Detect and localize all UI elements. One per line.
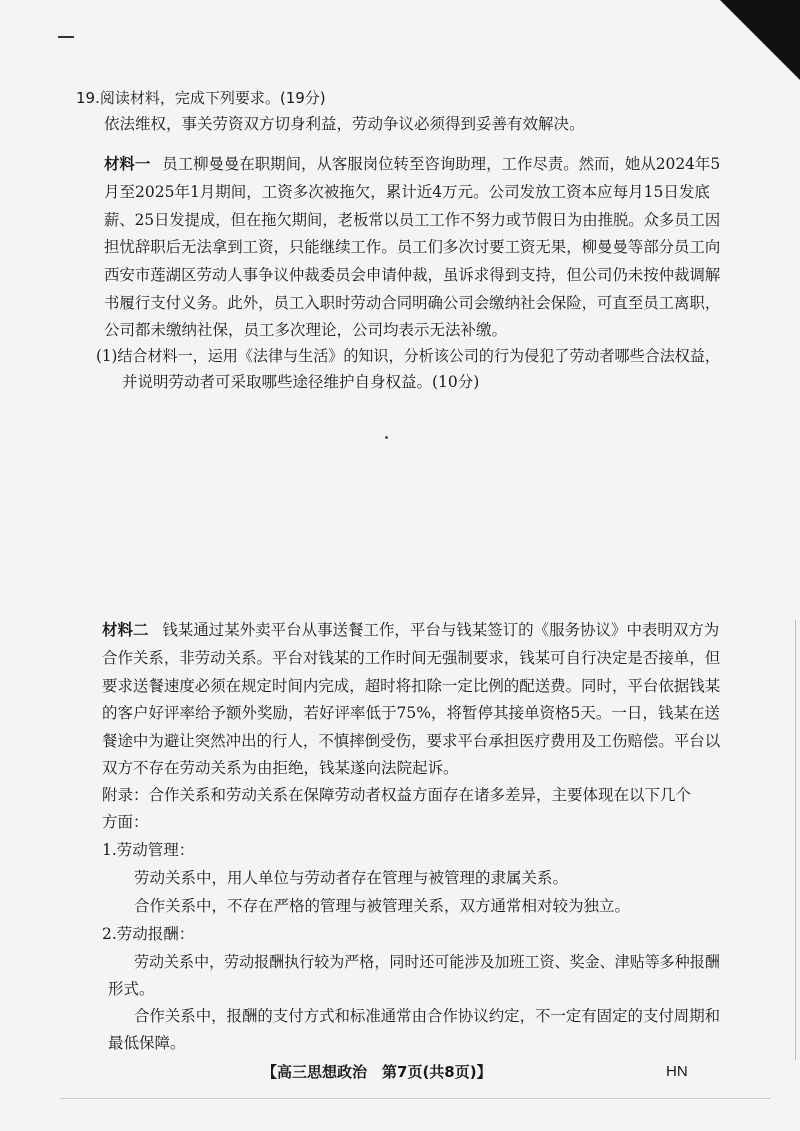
subquestion1-line-1: (1)结合材料一，运用《法律与生活》的知识，分析该公司的行为侵犯了劳动者哪些合法权益， xyxy=(96,347,720,365)
question-title: 19.阅读材料，完成下列要求。(19分) xyxy=(76,89,326,107)
scan-bottom-line xyxy=(60,1098,770,1099)
material2-line-1 xyxy=(102,620,719,640)
subquestion1-line-2: 并说明劳动者可采取哪些途径维护自身权益。(10分) xyxy=(122,373,480,391)
material1-label: 材料一 xyxy=(104,155,151,173)
appendix-item2-line-4: 最低保障。 xyxy=(108,1034,186,1052)
material1-text: 员工柳曼曼在职期间，从客服岗位转至咨询助理，工作尽责。然而，她从2024年5 xyxy=(162,155,721,173)
scan-mark xyxy=(58,36,74,38)
material2-line-5: 餐途中为避让突然冲出的行人，不慎摔倒受伤，要求平台承担医疗费用及工伤赔偿。平台以 xyxy=(102,732,721,750)
scan-edge-line xyxy=(795,620,796,1060)
material1-line-7: 公司都未缴纳社保，员工多次理论，公司均表示无法补缴。 xyxy=(104,321,508,339)
material2-text: 钱某通过某外卖平台从事送餐工作，平台与钱某签订的《服务协议》中表明双方为 xyxy=(162,621,720,639)
appendix-line-2: 方面： xyxy=(102,813,149,831)
material1-line-3: 薪、25日发提成，但在拖欠期间，老板常以员工工作不努力或节假日为由推脱。众多员工因 xyxy=(104,211,721,229)
appendix-item2-line-1: 劳动关系中，劳动报酬执行较为严格，同时还可能涉及加班工资、奖金、津贴等多种报酬 xyxy=(134,953,720,971)
material2-line-6: 双方不存在劳动关系为由拒绝，钱某遂向法院起诉。 xyxy=(102,759,459,777)
scan-corner-shadow xyxy=(720,0,800,80)
material2-line-4: 的客户好评率给予额外奖励，若好评率低于75%，将暂停其接单资格5天。一日，钱某在送 xyxy=(102,704,720,722)
appendix-item2-line-3: 合作关系中，报酬的支付方式和标准通常由合作协议约定，不一定有固定的支付周期和 xyxy=(134,1007,721,1025)
appendix-item1-line-2: 合作关系中，不存在严格的管理与被管理关系，双方通常相对较为独立。 xyxy=(134,897,631,915)
material2-line-3: 要求送餐速度必须在规定时间内完成，超时将扣除一定比例的配送费。同时，平台依据钱某 xyxy=(102,677,721,695)
material1-line-1 xyxy=(104,154,720,174)
appendix-item1-title: 1.劳动管理： xyxy=(102,841,195,859)
appendix-item2-title: 2.劳动报酬： xyxy=(102,925,195,943)
appendix-item1-line-1: 劳动关系中，用人单位与劳动者存在管理与被管理的隶属关系。 xyxy=(134,869,569,887)
material1-line-6: 书履行支付义务。此外，员工入职时劳动合同明确公司会缴纳社会保险，可直至员工离职， xyxy=(104,294,721,312)
answer-area xyxy=(385,436,388,439)
paper-code: HN xyxy=(666,1063,688,1080)
material2-label: 材料二 xyxy=(102,621,149,639)
material1-line-4: 担忧辞职后无法拿到工资，只能继续工作。员工们多次讨要工资无果，柳曼曼等部分员工向 xyxy=(104,238,721,256)
material1-line-2: 月至2025年1月期间，工资多次被拖欠，累计近4万元。公司发放工资本应每月15日发底 xyxy=(104,183,710,201)
page-footer: 【高三思想政治 第7页(共8页)】 xyxy=(262,1063,492,1081)
appendix-line-1: 附录：合作关系和劳动关系在保障劳动者权益方面存在诸多差异，主要体现在以下几个 xyxy=(102,786,692,804)
question-lead: 依法维权，事关劳资双方切身利益，劳动争议必须得到妥善有效解决。 xyxy=(104,115,585,133)
material1-line-5: 西安市莲湖区劳动人事争议仲裁委员会申请仲裁，虽诉求得到支持，但公司仍未按仲裁调解 xyxy=(104,266,721,284)
appendix-item2-line-2: 形式。 xyxy=(108,980,155,998)
material2-line-2: 合作关系，非劳动关系。平台对钱某的工作时间无强制要求，钱某可自行决定是否接单，但 xyxy=(102,649,721,667)
